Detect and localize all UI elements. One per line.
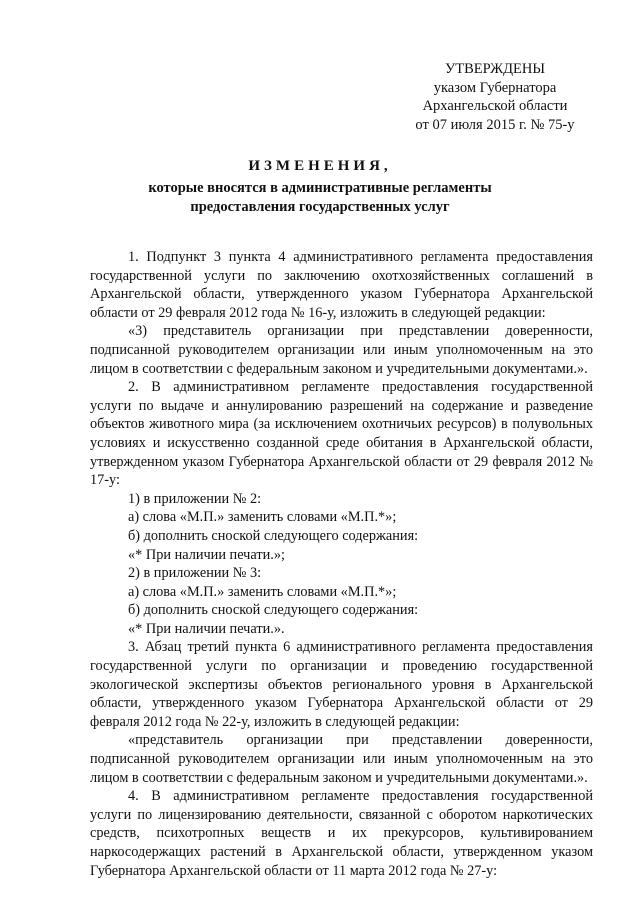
list-item: а) слова «М.П.» заменить словами «М.П.*»; — [128, 583, 397, 600]
approval-stamp — [395, 60, 595, 134]
approval-line-1: УТВЕРЖДЕНЫ — [444, 61, 546, 77]
paragraph-3: 3. Абзац третий пункта 6 административного регламента предоставления государственной услуги по организации и проведению государственной экологической экспертизы объектов регионального уровня в Архангельской области, утвержденного указом Губернатора Архангельской области от 29 февраля 2012 года № 22-у, изложить в следующей редакции: — [90, 639, 593, 730]
paragraph-4: 4. В административном регламенте предоставления государственной услуги по лицензированию деятельности, связанной с оборотом наркотических средств, психотропных веществ и их прекурсоров, культивированием наркосодержащих растений в Архангельской области, утвержденном указом Губернатора Архангельской области от 11 марта 2012 года № 27-у: — [90, 788, 593, 879]
list-item: «* При наличии печати.»; — [128, 546, 285, 563]
list-item: 1) в приложении № 2: — [128, 490, 262, 507]
list-item: «* При наличии печати.». — [128, 620, 285, 637]
document-subtitle-line-1: которые вносятся в административные регламенты — [148, 180, 492, 196]
list-item: б) дополнить сноской следующего содержания: — [128, 602, 419, 619]
list-item: б) дополнить сноской следующего содержания: — [128, 527, 419, 544]
paragraph-2: 2. В административном регламенте предоставления государственной услуги по выдаче и аннулированию разрешений на содержание и разведение объектов животного мира (за исключением охотничьих ресурсов) в полувольных условиях и искусственно созданной среде обитания в Архангельской области, утвержденном указом Губернатора Архангельской области от 29 февраля 2012 № 17-у: — [90, 379, 593, 489]
approval-line-2: указом Губернатора — [433, 79, 557, 96]
approval-line-3: Архангельской области — [422, 98, 568, 114]
document-subtitle-line-2: предоставления государственных услуг — [190, 199, 450, 215]
document-body — [90, 248, 593, 880]
paragraph-1-quote: «3) представитель организации при представлении доверенности, подписанной руководителем организации или иным уполномоченным на это лицом в соответствии с федеральным законом и учредительными документами.». — [90, 323, 593, 377]
paragraph-1: 1. Подпункт 3 пункта 4 административного регламента предоставления государственной услуги по заключению охотхозяйственных соглашений в Архангельской области, утвержденного указом Губернатора Архангельской области от 29 февраля 2012 года № 16-у, изложить в следующей редакции: — [90, 249, 593, 321]
list-item: 2) в приложении № 3: — [128, 565, 262, 582]
list-item: а) слова «М.П.» заменить словами «М.П.*»; — [128, 509, 397, 526]
approval-line-4: от 07 июля 2015 г. № 75-у — [415, 116, 575, 133]
document-title: ИЗМЕНЕНИЯ, — [248, 158, 392, 174]
paragraph-3-quote: «представитель организации при представлении доверенности, подписанной руководителем организации или иным уполномоченным на это лицом в соответствии с федеральным законом и учредительными документами.». — [90, 732, 593, 786]
